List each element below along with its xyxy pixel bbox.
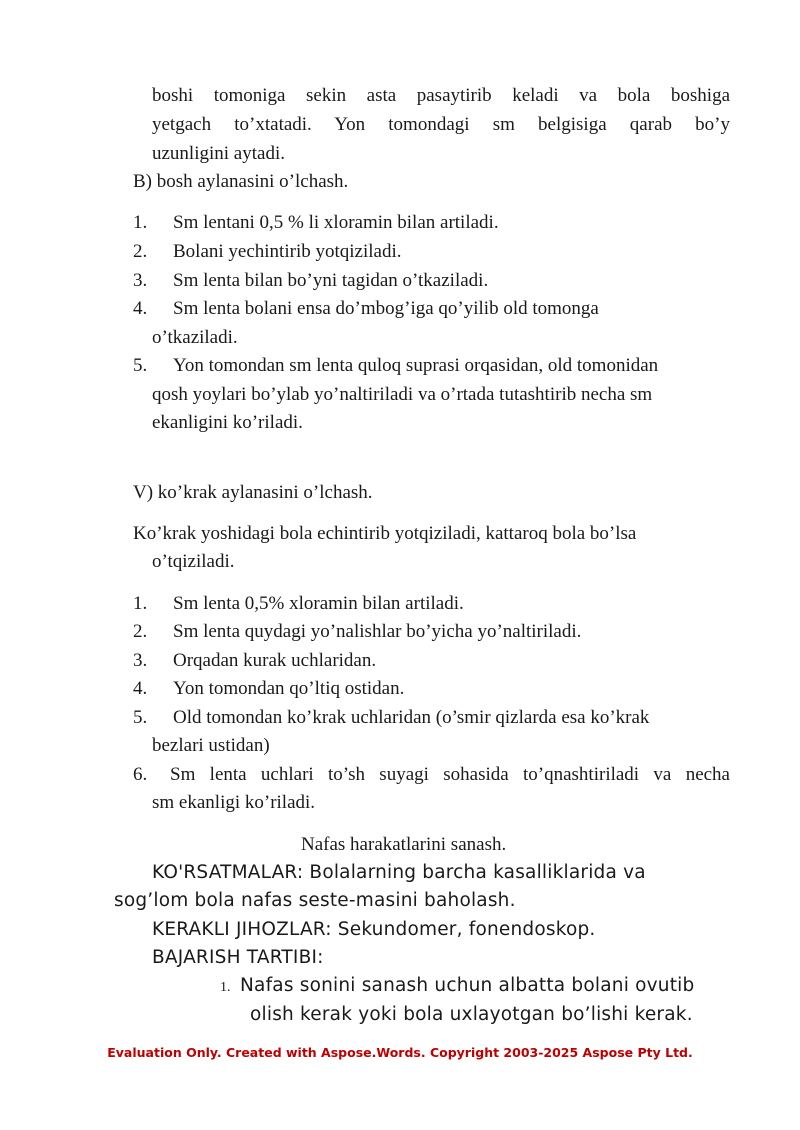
- list-item-number: 4.: [133, 678, 148, 699]
- list-item: Sm lentani 0,5 % li xloramin bilan artiladi.: [173, 212, 499, 233]
- list-item-number: 3.: [133, 270, 148, 291]
- section-v-heading: V) ko’krak aylanasini o’lchash.: [133, 482, 373, 503]
- list-item: Yon tomondan qo’ltiq ostidan.: [173, 678, 405, 699]
- section-v-intro-line-2: o’tqiziladi.: [152, 551, 235, 572]
- korsatmalar-line-1: KO'RSATMALAR: Bolalarning barcha kasalliklarida va: [152, 862, 646, 883]
- list-item: Sm lenta bilan bo’yni tagidan o’tkaziladi.: [173, 270, 489, 291]
- bajarish-tartibi: BAJARISH TARTIBI:: [152, 947, 324, 968]
- list-item-continuation: olish kerak yoki bola uxlayotgan bo’lishi kerak.: [250, 1004, 693, 1025]
- list-item-continuation: ekanligini ko’riladi.: [152, 412, 303, 433]
- intro-line-2: yetgach to’xtatadi. Yon tomondagi sm belgisiga qarab bo’y: [152, 114, 730, 135]
- list-item-number: 1.: [220, 980, 231, 995]
- list-item-continuation: qosh yoylari bo’ylab yo’naltiriladi va o’rtada tutashtirib necha sm: [152, 384, 653, 405]
- list-item: Old tomondan ko’krak uchlaridan (o’smir qizlarda esa ko’krak: [173, 707, 650, 728]
- list-item-continuation: o’tkaziladi.: [152, 327, 238, 348]
- list-item: Yon tomondan sm lenta quloq suprasi orqasidan, old tomonidan: [173, 355, 659, 376]
- intro-line-1: boshi tomoniga sekin asta pasaytirib keladi va bola boshiga: [152, 85, 730, 106]
- list-item-number: 3.: [133, 650, 148, 671]
- nafas-title: Nafas harakatlarini sanash.: [301, 834, 507, 855]
- list-item: Orqadan kurak uchlaridan.: [173, 650, 377, 671]
- list-item: Nafas sonini sanash uchun albatta bolani ovutib: [240, 975, 695, 996]
- list-item: Sm lenta uchlari to’sh suyagi sohasida to’qnashtiriladi va necha: [170, 764, 730, 785]
- korsatmalar-line-2: sog’lom bola nafas seste-masini baholash.: [114, 890, 516, 911]
- evaluation-watermark: Evaluation Only. Created with Aspose.Words. Copyright 2003-2025 Aspose Pty Ltd.: [107, 1045, 693, 1060]
- list-item-number: 5.: [133, 355, 148, 376]
- list-item-continuation: bezlari ustidan): [152, 735, 270, 756]
- list-item-number: 1.: [133, 212, 148, 233]
- list-item-number: 6.: [133, 764, 148, 785]
- kerakli-jihozlar: KERAKLI JIHOZLAR: Sekundomer, fonendoskop.: [152, 919, 596, 940]
- list-item-number: 4.: [133, 298, 148, 319]
- list-item-number: 2.: [133, 241, 148, 262]
- list-item: Bolani yechintirib yotqiziladi.: [173, 241, 402, 262]
- section-b-heading: B) bosh aylanasini o’lchash.: [133, 171, 349, 192]
- list-item: Sm lenta quydagi yo’nalishlar bo’yicha yo’naltiriladi.: [173, 621, 582, 642]
- list-item-number: 1.: [133, 593, 148, 614]
- intro-line-3: uzunligini aytadi.: [152, 143, 285, 164]
- list-item-number: 5.: [133, 707, 148, 728]
- list-item-number: 2.: [133, 621, 148, 642]
- list-item: Sm lenta bolani ensa do’mbog’iga qo’yilib old tomonga: [173, 298, 599, 319]
- list-item: Sm lenta 0,5% xloramin bilan artiladi.: [173, 593, 464, 614]
- section-v-intro-line-1: Ko’krak yoshidagi bola echintirib yotqiziladi, kattaroq bola bo’lsa: [133, 523, 637, 544]
- list-item-continuation: sm ekanligi ko’riladi.: [152, 792, 316, 813]
